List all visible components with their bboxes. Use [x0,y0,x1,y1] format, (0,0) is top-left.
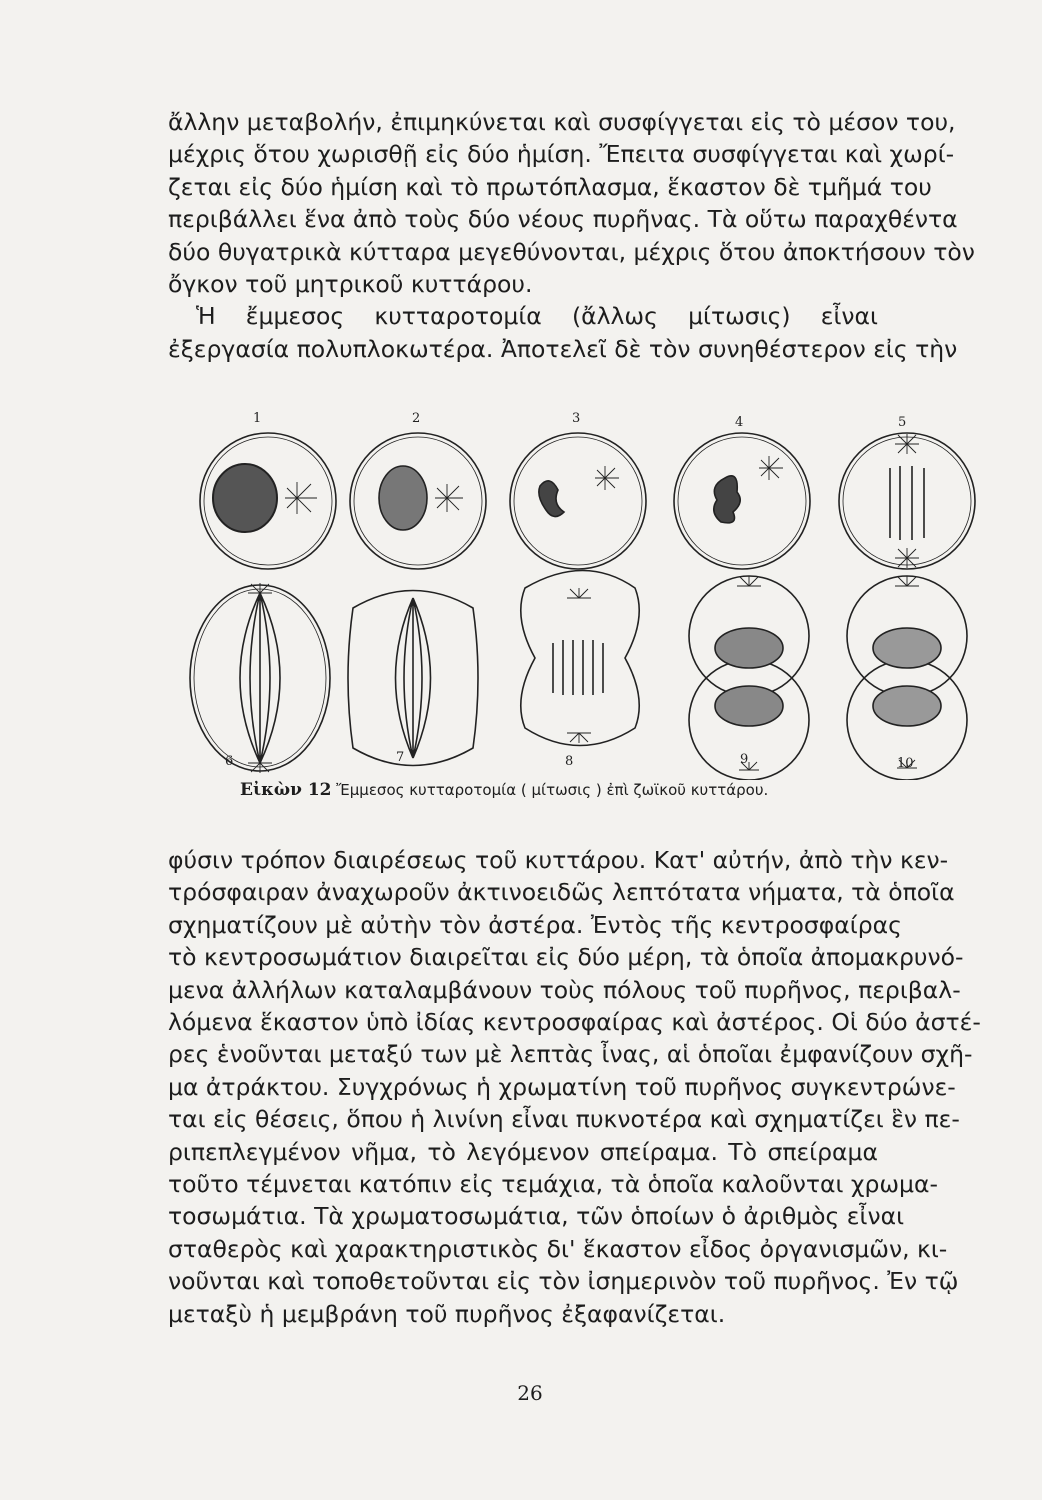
text-line: σχηματίζουν μὲ αὐτὴν τὸν ἀστέρα. Ἐντὸς τῆς κεντροσφαίρας [168,910,902,939]
stage-label: 3 [572,411,581,426]
text-line: λόμενα ἕκαστον ὑπὸ ἰδίας κεντροσφαίρας καὶ ἀστέρος. Οἱ δύο ἀστέ- [168,1008,981,1037]
text-line: νοῦνται καὶ τοποθετοῦνται εἰς τὸν ἰσημερινὸν τοῦ πυρῆνος. Ἐν τῷ [168,1267,959,1296]
text-line: τοσωμάτια. Τὰ χρωματοσωμάτια, τῶν ὁποίων ὁ ἀριθμὸς εἶναι [168,1202,905,1231]
text-line: ριπεπλεγμένον νῆμα, τὸ λεγόμενον σπείραμα. Τὸ σπείραμα [168,1137,878,1166]
stage-label: 7 [396,750,405,765]
stage-label: 1 [253,411,262,426]
text-line: τρόσφαιραν ἀναχωροῦν ἀκτινοειδῶς λεπτότατα νήματα, τὰ ὁποῖα [168,878,955,907]
text-line: ται εἰς θέσεις, ὅπου ἡ λινίνη εἶναι πυκνοτέρα καὶ σχηματίζει ἓν πε- [168,1105,960,1134]
text-line: μεταξὺ ἡ μεμβράνη τοῦ πυρῆνος ἐξαφανίζεται. [168,1299,726,1328]
figure-caption [240,780,940,800]
text-line: ζεται εἰς δύο ἡμίση καὶ τὸ πρωτόπλασμα, ἕκαστον δὲ τμῆμά του [168,172,932,201]
stage-label: 6 [225,754,234,769]
stage-label: 4 [735,415,744,430]
stage-label: 8 [565,754,574,769]
text-line: μέχρις ὅτου χωρισθῇ εἰς δύο ἡμίση. Ἔπειτα συσφίγγεται καὶ χωρί- [168,140,955,169]
stage-label: 10 [897,756,914,771]
text-line: μενα ἀλλήλων καταλαμβάνουν τοὺς πόλους τοῦ πυρῆνος, περιβαλ- [168,975,961,1004]
text-line: δύο θυγατρικὰ κύτταρα μεγεθύνονται, μέχρις ὅτου ἀποκτήσουν τὸν [168,237,975,266]
stage-label: 9 [740,752,749,767]
page-number: 26 [517,1381,543,1405]
text-line: ρες ἑνοῦνται μεταξύ των μὲ λεπτὰς ἶνας, αἱ ὁποῖαι ἐμφανίζουν σχῆ- [168,1040,973,1069]
stage-label: 5 [898,415,907,430]
text-line: ἐξεργασία πολυπλοκωτέρα. Ἀποτελεῖ δὲ τὸν συνηθέστερον εἰς τὴν [168,334,958,363]
stage-label: 2 [412,411,421,426]
text-line: τὸ κεντροσωμάτιον διαιρεῖται εἰς δύο μέρη, τὰ ὁποῖα ἀπομακρυνό- [168,943,964,972]
caption-label: Εἰκὼν 12 [240,780,332,800]
mitosis-figure [185,408,980,780]
text-line: φύσιν τρόπον διαιρέσεως τοῦ κυττάρου. Κατ' αὐτήν, ἀπὸ τὴν κεν- [168,846,949,874]
text-line: Ἡ ἔμμεσος κυτταροτομία (ἄλλως μίτωσις) εἶναι [196,302,878,331]
text-line: ἄλλην μεταβολήν, ἐπιμηκύνεται καὶ συσφίγγεται εἰς τὸ μέσον του, [168,108,956,136]
text-line: ὄγκον τοῦ μητρικοῦ κυττάρου. [168,270,533,299]
text-line: μα ἀτράκτου. Συγχρόνως ἡ χρωματίνη τοῦ πυρῆνος συγκεντρώνε- [168,1072,956,1101]
top-paragraph [168,106,975,365]
bottom-paragraph [168,844,981,1330]
text-line: περιβάλλει ἕνα ἀπὸ τοὺς δύο νέους πυρῆνας. Τὰ οὕτω παραχθέντα [168,205,958,234]
caption-text: Ἔμμεσος κυτταροτομία ( μίτωσις ) ἐπὶ ζωϊκοῦ κυττάρου. [336,781,769,799]
text-line: τοῦτο τέμνεται κατόπιν εἰς τεμάχια, τὰ ὁποῖα καλοῦνται χρωμα- [168,1170,938,1199]
mitosis-illustration [185,408,980,780]
text-line: σταθερὸς καὶ χαρακτηριστικὸς δι' ἕκαστον εἶδος ὀργανισμῶν, κι- [168,1234,948,1263]
